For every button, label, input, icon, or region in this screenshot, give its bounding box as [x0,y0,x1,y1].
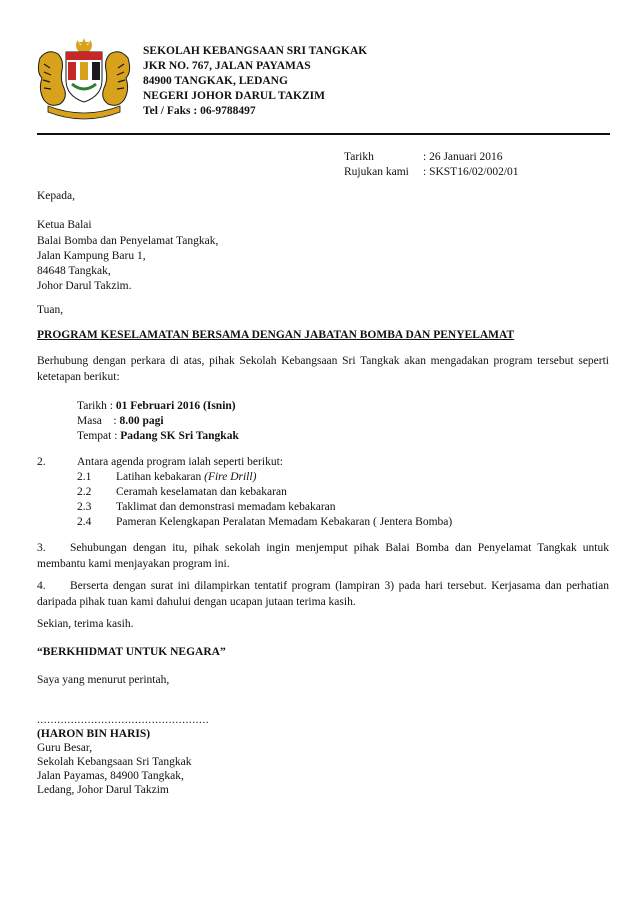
detail-value: 8.00 pagi [119,415,164,427]
recipient-line-5: Johor Darul Takzim. [37,280,132,292]
school-address-line-3: NEGERI JOHOR DARUL TAKZIM [143,90,326,102]
ref-value: : SKST16/02/002/01 [423,166,519,178]
greeting: Tuan, [37,304,64,316]
recipient-line-4: 84648 Tangkak, [37,265,111,277]
detail-label: Masa [77,415,102,427]
detail-row-place: Tempat : Padang SK Sri Tangkak [77,430,239,442]
closing-line: Sekian, terima kasih. [37,618,134,630]
agenda-item-text: Ceramah keselamatan dan kebakaran [116,486,287,498]
detail-label: Tempat [77,430,112,442]
school-address-line-1: JKR NO. 767, JALAN PAYAMAS [143,60,311,72]
paragraph-3-text: Sehubungan dengan itu, pihak sekolah ingin menjemput pihak Balai Bomba dan Penyelamat Tangkak untuk membantu kami menjayakan program ini. [37,542,609,570]
coat-of-arms-crest-icon [34,36,134,120]
agenda-item-num: 2.4 [77,516,92,528]
school-contact: Tel / Faks : 06-9788497 [143,105,256,117]
school-name: SEKOLAH KEBANGSAAN SRI TANGKAK [143,45,368,57]
recipient-line-2: Balai Bomba dan Penyelamat Tangkak, [37,235,219,247]
detail-value: Padang SK Sri Tangkak [120,430,239,442]
motto: “BERKHIDMAT UNTUK NEGARA” [37,646,226,658]
agenda-item-num: 2.2 [77,486,92,498]
paragraph-3 [37,540,609,572]
letter-subject: PROGRAM KESELAMATAN BERSAMA DENGAN JABATAN BOMBA DAN PENYELAMAT [37,329,515,341]
signatory-title: Guru Besar, [37,742,93,754]
to-label: Kepada, [37,190,75,202]
date-value: : 26 Januari 2016 [423,151,503,163]
detail-label: Tarikh [77,400,107,412]
obedient-line: Saya yang menurut perintah, [37,674,170,686]
agenda-number: 2. [37,456,46,468]
agenda-item-num: 2.1 [77,471,92,483]
detail-row-time: Masa : 8.00 pagi [77,415,164,427]
agenda-item-num: 2.3 [77,501,92,513]
ref-label: Rujukan kami [344,166,409,178]
paragraph-4 [37,578,609,610]
signature-line: ................................................... [37,714,210,726]
agenda-item-text: Taklimat dan demonstrasi memadam kebakaran [116,501,336,513]
signatory-address-1: Jalan Payamas, 84900 Tangkak, [37,770,184,782]
paragraph-4-text: Berserta dengan surat ini dilampirkan tentatif program (lampiran 3) pada hari tersebut. Kerjasama dan perhatian daripada pihak tuan kami dahului dengan ucapan jutaan terima kasih. [37,580,609,608]
recipient-line-3: Jalan Kampung Baru 1, [37,250,146,262]
intro-paragraph: Berhubung dengan perkara di atas, pihak Sekolah Kebangsaan Sri Tangkak akan mengadakan program tersebut seperti ketetapan berikut: [37,355,609,383]
letterhead-divider [37,133,610,135]
agenda-item-text: Pameran Kelengkapan Peralatan Memadam Kebakaran ( Jentera Bomba) [116,516,453,528]
agenda-item [116,470,256,484]
agenda-item-text: Latihan kebakaran [116,471,205,483]
agenda-lead: Antara agenda program ialah seperti berikut: [77,456,283,468]
signatory-school: Sekolah Kebangsaan Sri Tangkak [37,756,192,768]
signatory-address-2: Ledang, Johor Darul Takzim [37,784,169,796]
recipient-line-1: Ketua Balai [37,219,92,231]
signatory-name: (HARON BIN HARIS) [37,728,151,740]
paragraph-4-number: 4. [37,580,46,592]
agenda-item-italic: (Fire Drill) [204,471,257,483]
detail-row-date: Tarikh : 01 Februari 2016 (Isnin) [77,400,236,412]
detail-value: 01 Februari 2016 (Isnin) [115,400,236,412]
school-address-line-2: 84900 TANGKAK, LEDANG [143,75,288,87]
paragraph-3-number: 3. [37,542,46,554]
date-label: Tarikh [344,151,374,163]
